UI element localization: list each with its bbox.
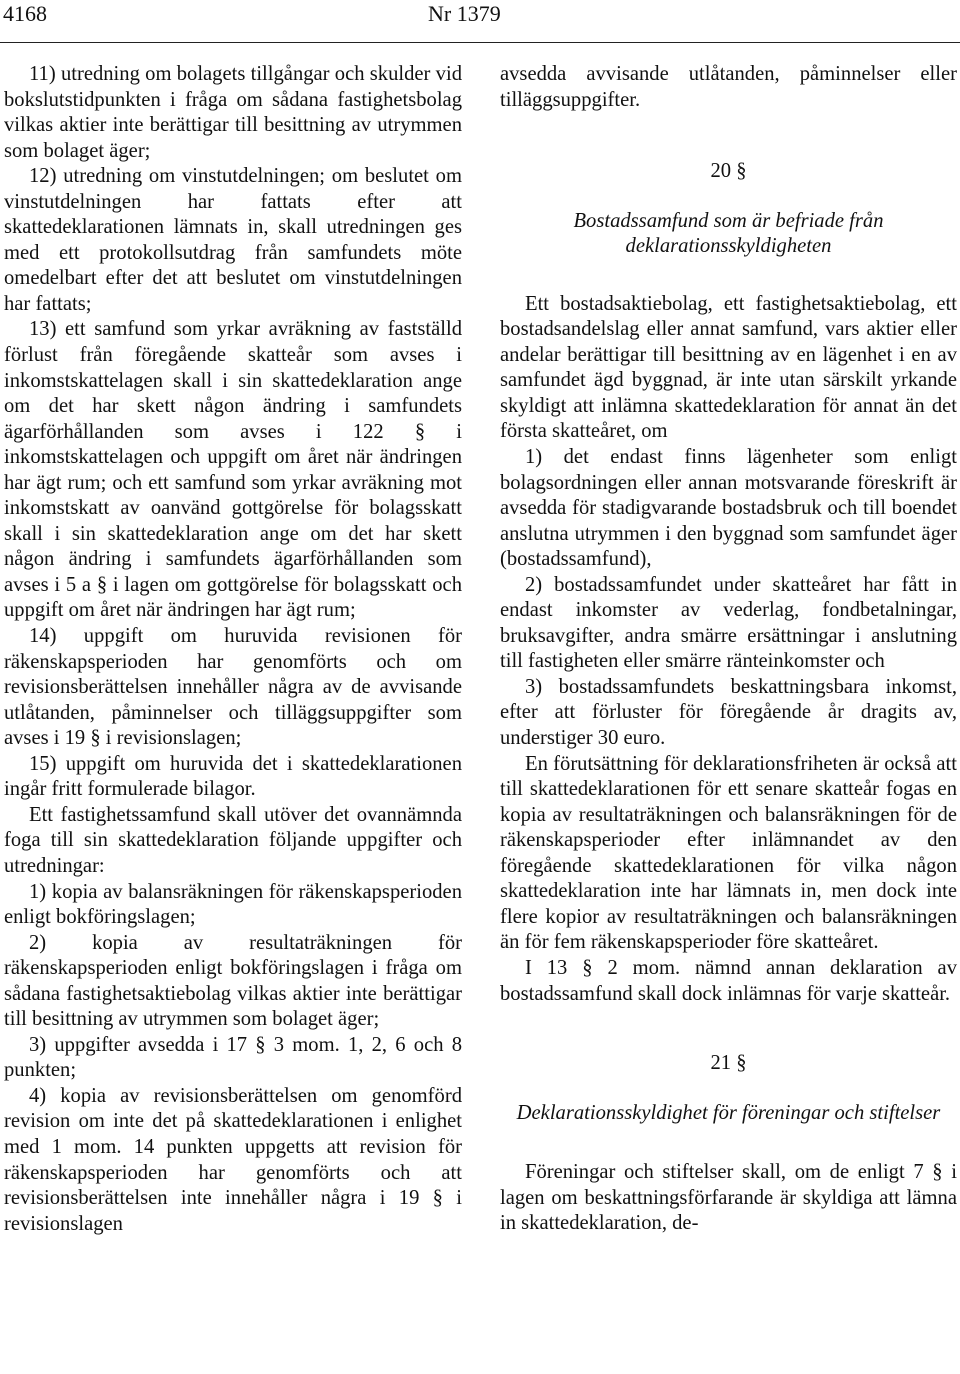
paragraph: En förutsättning för deklarationsfriheten är också att till skattedeklarationen för ett senare skatteår fogas en kopia av resultaträkningen och balansräkningen för de räkenskapsperioder efter inlämnandet av den föregående skattedeklarationen för vilka någon skattedeklaration inte har lämnats in, men dock inte flere kopior av resultaträkningen och balansräkningen än för fem räkenskapsperioder före skatteåret.	[500, 752, 957, 954]
paragraph: Föreningar och stiftelser skall, om de enligt 7 § i lagen om beskattningsförfarande är skyldiga att lämna in skattedeklaration, de-	[500, 1161, 957, 1235]
right-column	[500, 62, 957, 1237]
paragraph: 13) ett samfund som yrkar avräkning av fastställd förlust från föregående skatteår som avses i inkomstskattelagen skall i sin skattedeklaration ange om det har skett någon ändring i samfundets ägarförhållanden som avses i 122 § i inkomstskattelagen och uppgift om året när ändringen har ägt rum; och ett samfund som yrkar avräkning mot inkomstskatt av oanvänd gottgörelse för bolagsskatt skall i sin skattedeklaration ange om det har skett någon ändring i samfundets ägarförhållanden som avses i 5 a § i lagen om gottgörelse för bolagsskatt och uppgift om året när ändringen har ägt rum;	[4, 318, 462, 622]
paragraph: 14) uppgift om huruvida revisionen för räkenskapsperioden har genomförts och om revisionsberättelsen innehåller några av de avvisande utlåtanden, påminnelser och tilläggsuppgifter som avses i 19 § i revisionslagen;	[4, 625, 462, 750]
left-column	[4, 62, 462, 1237]
section-20-number: 20 §	[710, 160, 747, 183]
continuation-paragraph: avsedda avvisande utlåtanden, påminnelser eller tilläggsuppgifter.	[500, 63, 957, 111]
section-21-number: 21 §	[710, 1052, 747, 1075]
section-20-title: Bostadssamfund som är befriade från deklarationsskyldigheten	[573, 209, 884, 258]
paragraph: 4) kopia av revisionsberättelsen om genomförd revision om inte det på skattedeklarationen i enlighet med 1 mom. 14 punkten uppgetts att revision för räkenskapsperioden har genomförts och att revisionsberättelsen inte innehåller några i 19 § i revisionslagen	[4, 1084, 462, 1235]
paragraph: 12) utredning om vinstutdelningen; om beslutet om vinstutdelningen har fattats efter att skattedeklarationen lämnats in, skall utredningen ges med ett protokollsutdrag från samfundets möte omedelbart efter det att beslutet om vinstutdelningen har fattats;	[4, 165, 462, 315]
page-number: 4168	[3, 1, 47, 26]
paragraph: 2) kopia av resultaträkningen för räkenskapsperioden enligt bokföringslagen i fråga om sådana fastighetsaktiebolag vilkas aktier inte berättigar till besittning av utrymmen som bolaget äger;	[4, 931, 462, 1031]
paragraph: 3) uppgifter avsedda i 17 § 3 mom. 1, 2, 6 och 8 punkten;	[4, 1033, 462, 1082]
paragraph: 3) bostadssamfundets beskattningsbara inkomst, efter att förluster för föregående år dragits av, understiger 30 euro.	[500, 675, 957, 750]
issue-number: Nr 1379	[428, 1, 501, 26]
paragraph: I 13 § 2 mom. nämnd annan deklaration av bostadssamfund skall dock inlämnas för varje skatteår.	[500, 956, 957, 1005]
paragraph: Ett fastighetssamfund skall utöver det ovannämnda foga till sin skattedeklaration följande uppgifter och utredningar:	[4, 803, 462, 877]
paragraph: 2) bostadssamfundet under skatteåret har fått in endast inkomster av vederlag, fondbetalningar, bruksavgifter, andra smärre ersättningar i anslutning till fastigheten eller smärre ränteinkomster och	[500, 573, 957, 673]
header-rule	[0, 42, 960, 43]
paragraph: 15) uppgift om huruvida det i skattedeklarationen ingår fritt formulerade bilagor.	[4, 752, 462, 801]
paragraph: 1) det endast finns lägenheter som enligt bolagsordningen eller annan motsvarande föreskrift är avsedda för stadigvarande bostadsbruk och till boendet anslutna utrymmen i den byggnad som samfundet äger (bostadssamfund),	[500, 446, 957, 571]
paragraph: 11) utredning om bolagets tillgångar och skulder vid bokslutstidpunkten i fråga om sådana fastighetsbolag vilkas aktier inte berättigar till besittning av utrymmen som bolaget äger;	[4, 63, 462, 162]
paragraph: Ett bostadsaktiebolag, ett fastighetsaktiebolag, ett bostadsandelslag eller annat samfund, vars aktier eller andelar berättigar till besittning av en lägenhet i en av samfundet ägd byggnad, är inte utan särskilt yrkande skyldigt att inlämna skattedeklaration för annat än det första skatteåret, om	[500, 292, 957, 443]
section-21-title: Deklarationsskyldighet för föreningar och stiftelser	[516, 1101, 941, 1124]
paragraph: 1) kopia av balansräkningen för räkenskapsperioden enligt bokföringslagen;	[4, 880, 462, 929]
page-header	[0, 0, 960, 30]
